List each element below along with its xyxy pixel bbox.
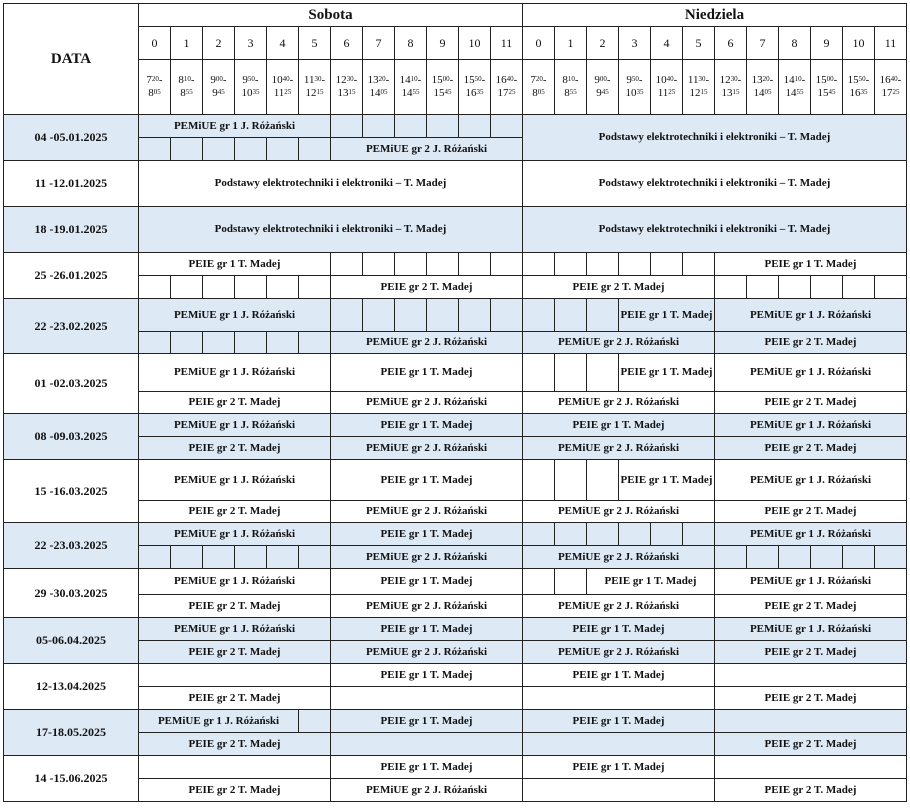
empty-slot-cell — [843, 276, 875, 299]
slot-time: $7^{20}-$ $8^{05}$ — [523, 60, 555, 115]
slot-time: $9^{50}-$ $10^{35}$ — [235, 60, 267, 115]
empty-slot-cell — [267, 138, 299, 161]
slot-number: 7 — [747, 27, 779, 60]
empty-slot-cell — [491, 253, 523, 276]
class-cell: PEIE gr 2 T. Madej — [139, 437, 331, 460]
slot-number: 5 — [299, 27, 331, 60]
empty-slot-cell — [203, 546, 235, 569]
empty-slot-cell — [523, 299, 555, 332]
schedule-row — [4, 569, 907, 595]
row-date: 22 -23.02.2025 — [4, 299, 139, 354]
class-cell: PEMiUE gr 2 J. Różański — [331, 595, 523, 618]
slot-number: 11 — [875, 27, 907, 60]
class-cell: PEIE gr 2 T. Madej — [715, 595, 907, 618]
class-cell: PEMiUE gr 1 J. Różański — [139, 523, 331, 546]
class-cell: PEIE gr 1 T. Madej — [619, 460, 715, 501]
slot-time: $15^{00}-$ $15^{45}$ — [427, 60, 459, 115]
row-date: 14 -15.06.2025 — [4, 756, 139, 802]
class-cell: PEMiUE gr 2 J. Różański — [331, 138, 523, 161]
class-cell: Podstawy elektrotechniki i elektroniki – T. Madej — [523, 161, 907, 207]
empty-slot-cell — [715, 276, 747, 299]
class-cell: PEMiUE gr 2 J. Różański — [331, 641, 523, 664]
empty-slot-cell — [523, 733, 715, 756]
empty-slot-cell — [811, 546, 843, 569]
slot-time: $14^{10}-$ $14^{55}$ — [779, 60, 811, 115]
empty-slot-cell — [139, 138, 171, 161]
row-date: 08 -09.03.2025 — [4, 414, 139, 460]
empty-slot-cell — [299, 332, 331, 354]
class-cell: PEIE gr 1 T. Madej — [331, 664, 523, 687]
empty-slot-cell — [523, 253, 555, 276]
class-cell: PEMiUE gr 2 J. Różański — [331, 392, 523, 414]
class-cell: PEMiUE gr 2 J. Różański — [331, 546, 523, 569]
schedule-row — [4, 392, 907, 414]
empty-slot-cell — [331, 253, 363, 276]
empty-slot-cell — [523, 779, 715, 802]
empty-slot-cell — [459, 115, 491, 138]
empty-slot-cell — [587, 460, 619, 501]
empty-slot-cell — [747, 546, 779, 569]
empty-slot-cell — [555, 569, 587, 595]
slot-number: 6 — [331, 27, 363, 60]
slot-number: 8 — [779, 27, 811, 60]
class-cell: PEMiUE gr 2 J. Różański — [523, 595, 715, 618]
class-cell: PEMiUE gr 1 J. Różański — [139, 618, 331, 641]
class-cell: PEMiUE gr 1 J. Różański — [139, 569, 331, 595]
schedule-row — [4, 779, 907, 802]
empty-slot-cell — [139, 276, 171, 299]
class-cell: PEIE gr 2 T. Madej — [139, 501, 331, 523]
slot-time: $15^{00}-$ $15^{45}$ — [811, 60, 843, 115]
slot-time: $13^{20}-$ $14^{05}$ — [363, 60, 395, 115]
empty-slot-cell — [395, 115, 427, 138]
class-cell: PEMiUE gr 2 J. Różański — [523, 546, 715, 569]
slot-time: $11^{30}-$ $12^{15}$ — [299, 60, 331, 115]
slot-number: 0 — [139, 27, 171, 60]
empty-slot-cell — [139, 756, 331, 779]
class-cell: PEMiUE gr 2 J. Różański — [331, 779, 523, 802]
schedule-row — [4, 733, 907, 756]
data-column-header: DATA — [4, 4, 139, 115]
class-cell: PEMiUE gr 2 J. Różański — [331, 332, 523, 354]
row-date: 12-13.04.2025 — [4, 664, 139, 710]
empty-slot-cell — [427, 299, 459, 332]
class-cell: PEIE gr 1 T. Madej — [523, 756, 715, 779]
class-cell: Podstawy elektrotechniki i elektroniki – T. Madej — [523, 207, 907, 253]
schedule-table — [3, 3, 907, 802]
class-cell: PEMiUE gr 1 J. Różański — [139, 710, 299, 733]
empty-slot-cell — [587, 523, 619, 546]
slot-time: $9^{50}-$ $10^{35}$ — [619, 60, 651, 115]
empty-slot-cell — [331, 687, 523, 710]
empty-slot-cell — [171, 546, 203, 569]
class-cell: PEMiUE gr 1 J. Różański — [139, 414, 331, 437]
empty-slot-cell — [555, 354, 587, 392]
row-date: 01 -02.03.2025 — [4, 354, 139, 414]
empty-slot-cell — [491, 115, 523, 138]
schedule-header — [4, 4, 907, 115]
class-cell: Podstawy elektrotechniki i elektroniki – T. Madej — [139, 207, 523, 253]
empty-slot-cell — [555, 253, 587, 276]
schedule-row — [4, 332, 907, 354]
schedule-row — [4, 687, 907, 710]
class-cell: PEIE gr 1 T. Madej — [523, 618, 715, 641]
empty-slot-cell — [171, 276, 203, 299]
slot-time: $7^{20}-$ $8^{05}$ — [139, 60, 171, 115]
class-cell: PEIE gr 2 T. Madej — [715, 392, 907, 414]
slot-time: $12^{30}-$ $13^{15}$ — [331, 60, 363, 115]
class-cell: PEMiUE gr 1 J. Różański — [715, 569, 907, 595]
class-cell: PEIE gr 1 T. Madej — [523, 414, 715, 437]
row-date: 22 -23.03.2025 — [4, 523, 139, 569]
slot-time: $10^{40}-$ $11^{25}$ — [651, 60, 683, 115]
slot-time: $8^{10}-$ $8^{55}$ — [171, 60, 203, 115]
slot-time: $11^{30}-$ $12^{15}$ — [683, 60, 715, 115]
class-cell: PEMiUE gr 1 J. Różański — [715, 618, 907, 641]
row-date: 04 -05.01.2025 — [4, 115, 139, 161]
row-date: 25 -26.01.2025 — [4, 253, 139, 299]
slot-time: $9^{00}-$ $9^{45}$ — [587, 60, 619, 115]
class-cell: PEMiUE gr 1 J. Różański — [139, 299, 331, 332]
row-date: 15 -16.03.2025 — [4, 460, 139, 523]
empty-slot-cell — [171, 332, 203, 354]
schedule-row — [4, 253, 907, 276]
class-cell: PEIE gr 1 T. Madej — [619, 299, 715, 332]
slot-time: $15^{50}-$ $16^{35}$ — [459, 60, 491, 115]
class-cell: PEIE gr 1 T. Madej — [331, 523, 523, 546]
schedule-row — [4, 664, 907, 687]
class-cell: PEIE gr 2 T. Madej — [331, 276, 523, 299]
schedule-row — [4, 523, 907, 546]
schedule-row — [4, 756, 907, 779]
empty-slot-cell — [491, 299, 523, 332]
empty-slot-cell — [395, 299, 427, 332]
schedule-row — [4, 546, 907, 569]
slot-number: 8 — [395, 27, 427, 60]
slot-number: 0 — [523, 27, 555, 60]
empty-slot-cell — [363, 299, 395, 332]
slot-number: 11 — [491, 27, 523, 60]
class-cell: PEIE gr 2 T. Madej — [715, 437, 907, 460]
class-cell: PEIE gr 2 T. Madej — [523, 276, 715, 299]
class-cell: Podstawy elektrotechniki i elektroniki – T. Madej — [523, 115, 907, 161]
class-cell: PEIE gr 2 T. Madej — [139, 392, 331, 414]
class-cell: PEMiUE gr 1 J. Różański — [715, 414, 907, 437]
class-cell: PEIE gr 1 T. Madej — [587, 569, 715, 595]
slot-number: 1 — [555, 27, 587, 60]
schedule-body — [4, 115, 907, 802]
empty-slot-cell — [651, 253, 683, 276]
empty-slot-cell — [267, 546, 299, 569]
class-cell: PEIE gr 2 T. Madej — [139, 595, 331, 618]
schedule-row — [4, 501, 907, 523]
empty-slot-cell — [523, 569, 555, 595]
empty-slot-cell — [555, 523, 587, 546]
empty-slot-cell — [715, 756, 907, 779]
class-cell: PEIE gr 2 T. Madej — [139, 779, 331, 802]
empty-slot-cell — [299, 710, 331, 733]
slot-time: $12^{30}-$ $13^{15}$ — [715, 60, 747, 115]
slot-time: $15^{50}-$ $16^{35}$ — [843, 60, 875, 115]
class-cell: PEMiUE gr 1 J. Różański — [715, 299, 907, 332]
slot-number: 4 — [267, 27, 299, 60]
schedule-row — [4, 115, 907, 138]
slot-number: 6 — [715, 27, 747, 60]
empty-slot-cell — [683, 523, 715, 546]
empty-slot-cell — [299, 138, 331, 161]
class-cell: PEIE gr 1 T. Madej — [523, 664, 715, 687]
class-cell: PEMiUE gr 1 J. Różański — [715, 354, 907, 392]
empty-slot-cell — [139, 546, 171, 569]
slot-number: 9 — [811, 27, 843, 60]
class-cell: PEIE gr 2 T. Madej — [715, 332, 907, 354]
class-cell: PEMiUE gr 1 J. Różański — [715, 460, 907, 501]
empty-slot-cell — [139, 664, 331, 687]
class-cell: PEIE gr 2 T. Madej — [139, 687, 331, 710]
empty-slot-cell — [395, 253, 427, 276]
class-cell: PEIE gr 1 T. Madej — [331, 710, 523, 733]
row-date: 29 -30.03.2025 — [4, 569, 139, 618]
empty-slot-cell — [779, 276, 811, 299]
empty-slot-cell — [587, 299, 619, 332]
empty-slot-cell — [747, 276, 779, 299]
empty-slot-cell — [363, 253, 395, 276]
class-cell: PEIE gr 2 T. Madej — [715, 687, 907, 710]
schedule-row — [4, 414, 907, 437]
class-cell: PEMiUE gr 2 J. Różański — [523, 437, 715, 460]
slot-time: $14^{10}-$ $14^{55}$ — [395, 60, 427, 115]
slot-time: $16^{40}-$ $17^{25}$ — [875, 60, 907, 115]
schedule-row — [4, 299, 907, 332]
empty-slot-cell — [331, 299, 363, 332]
day-header-sunday: Niedziela — [523, 4, 907, 27]
class-cell: PEIE gr 1 T. Madej — [331, 460, 523, 501]
slot-number: 4 — [651, 27, 683, 60]
class-cell: PEIE gr 2 T. Madej — [715, 733, 907, 756]
schedule-row — [4, 207, 907, 253]
class-cell: PEIE gr 1 T. Madej — [331, 414, 523, 437]
empty-slot-cell — [299, 276, 331, 299]
class-cell: PEIE gr 2 T. Madej — [139, 733, 331, 756]
empty-slot-cell — [875, 546, 907, 569]
slot-number: 7 — [363, 27, 395, 60]
empty-slot-cell — [555, 460, 587, 501]
class-cell: PEIE gr 2 T. Madej — [139, 641, 331, 664]
class-cell: PEIE gr 2 T. Madej — [715, 501, 907, 523]
class-cell: PEMiUE gr 1 J. Różański — [715, 523, 907, 546]
empty-slot-cell — [683, 253, 715, 276]
class-cell: PEIE gr 1 T. Madej — [331, 618, 523, 641]
slot-number: 10 — [459, 27, 491, 60]
empty-slot-cell — [523, 460, 555, 501]
slot-time: $10^{40}-$ $11^{25}$ — [267, 60, 299, 115]
class-cell: Podstawy elektrotechniki i elektroniki – T. Madej — [139, 161, 523, 207]
slot-time: $16^{40}-$ $17^{25}$ — [491, 60, 523, 115]
class-cell: PEIE gr 1 T. Madej — [139, 253, 331, 276]
schedule-row — [4, 710, 907, 733]
slot-number: 10 — [843, 27, 875, 60]
empty-slot-cell — [267, 276, 299, 299]
empty-slot-cell — [715, 664, 907, 687]
schedule-row — [4, 354, 907, 392]
empty-slot-cell — [427, 115, 459, 138]
row-date: 05-06.04.2025 — [4, 618, 139, 664]
slot-number: 9 — [427, 27, 459, 60]
empty-slot-cell — [459, 299, 491, 332]
empty-slot-cell — [619, 523, 651, 546]
empty-slot-cell — [235, 546, 267, 569]
empty-slot-cell — [587, 253, 619, 276]
slot-number: 3 — [619, 27, 651, 60]
class-cell: PEMiUE gr 2 J. Różański — [331, 501, 523, 523]
class-cell: PEIE gr 1 T. Madej — [715, 253, 907, 276]
empty-slot-cell — [459, 253, 491, 276]
schedule-row — [4, 595, 907, 618]
class-cell: PEMiUE gr 2 J. Różański — [331, 437, 523, 460]
empty-slot-cell — [139, 332, 171, 354]
empty-slot-cell — [523, 687, 715, 710]
empty-slot-cell — [427, 253, 459, 276]
empty-slot-cell — [203, 138, 235, 161]
empty-slot-cell — [331, 115, 363, 138]
empty-slot-cell — [875, 276, 907, 299]
empty-slot-cell — [171, 138, 203, 161]
class-cell: PEMiUE gr 1 J. Różański — [139, 460, 331, 501]
empty-slot-cell — [555, 299, 587, 332]
slot-number: 2 — [203, 27, 235, 60]
slot-time: $9^{00}-$ $9^{45}$ — [203, 60, 235, 115]
empty-slot-cell — [843, 546, 875, 569]
class-cell: PEMiUE gr 2 J. Różański — [523, 641, 715, 664]
slot-number: 3 — [235, 27, 267, 60]
schedule-row — [4, 437, 907, 460]
empty-slot-cell — [235, 332, 267, 354]
empty-slot-cell — [331, 733, 523, 756]
row-date: 11 -12.01.2025 — [4, 161, 139, 207]
day-header-saturday: Sobota — [139, 4, 523, 27]
slot-number: 5 — [683, 27, 715, 60]
class-cell: PEIE gr 2 T. Madej — [715, 641, 907, 664]
slot-number: 2 — [587, 27, 619, 60]
class-cell: PEIE gr 1 T. Madej — [331, 354, 523, 392]
class-cell: PEMiUE gr 2 J. Różański — [523, 332, 715, 354]
class-cell: PEIE gr 1 T. Madej — [331, 569, 523, 595]
empty-slot-cell — [715, 710, 907, 733]
slot-time: $8^{10}-$ $8^{55}$ — [555, 60, 587, 115]
empty-slot-cell — [715, 546, 747, 569]
class-cell: PEIE gr 1 T. Madej — [331, 756, 523, 779]
empty-slot-cell — [779, 546, 811, 569]
schedule-row — [4, 618, 907, 641]
empty-slot-cell — [619, 253, 651, 276]
empty-slot-cell — [299, 546, 331, 569]
empty-slot-cell — [523, 523, 555, 546]
schedule-row — [4, 161, 907, 207]
class-cell: PEMiUE gr 2 J. Różański — [523, 392, 715, 414]
empty-slot-cell — [235, 138, 267, 161]
class-cell: PEIE gr 1 T. Madej — [619, 354, 715, 392]
class-cell: PEMiUE gr 1 J. Różański — [139, 354, 331, 392]
empty-slot-cell — [203, 332, 235, 354]
slot-number: 1 — [171, 27, 203, 60]
slot-time: $13^{20}-$ $14^{05}$ — [747, 60, 779, 115]
empty-slot-cell — [235, 276, 267, 299]
class-cell: PEIE gr 2 T. Madej — [715, 779, 907, 802]
class-cell: PEIE gr 1 T. Madej — [523, 710, 715, 733]
class-cell: PEMiUE gr 1 J. Różański — [139, 115, 331, 138]
class-cell: PEMiUE gr 2 J. Różański — [523, 501, 715, 523]
empty-slot-cell — [267, 332, 299, 354]
schedule-row — [4, 641, 907, 664]
empty-slot-cell — [523, 354, 555, 392]
empty-slot-cell — [363, 115, 395, 138]
schedule-row — [4, 276, 907, 299]
row-date: 18 -19.01.2025 — [4, 207, 139, 253]
empty-slot-cell — [203, 276, 235, 299]
row-date: 17-18.05.2025 — [4, 710, 139, 756]
empty-slot-cell — [587, 354, 619, 392]
schedule-row — [4, 460, 907, 501]
empty-slot-cell — [811, 276, 843, 299]
empty-slot-cell — [651, 523, 683, 546]
